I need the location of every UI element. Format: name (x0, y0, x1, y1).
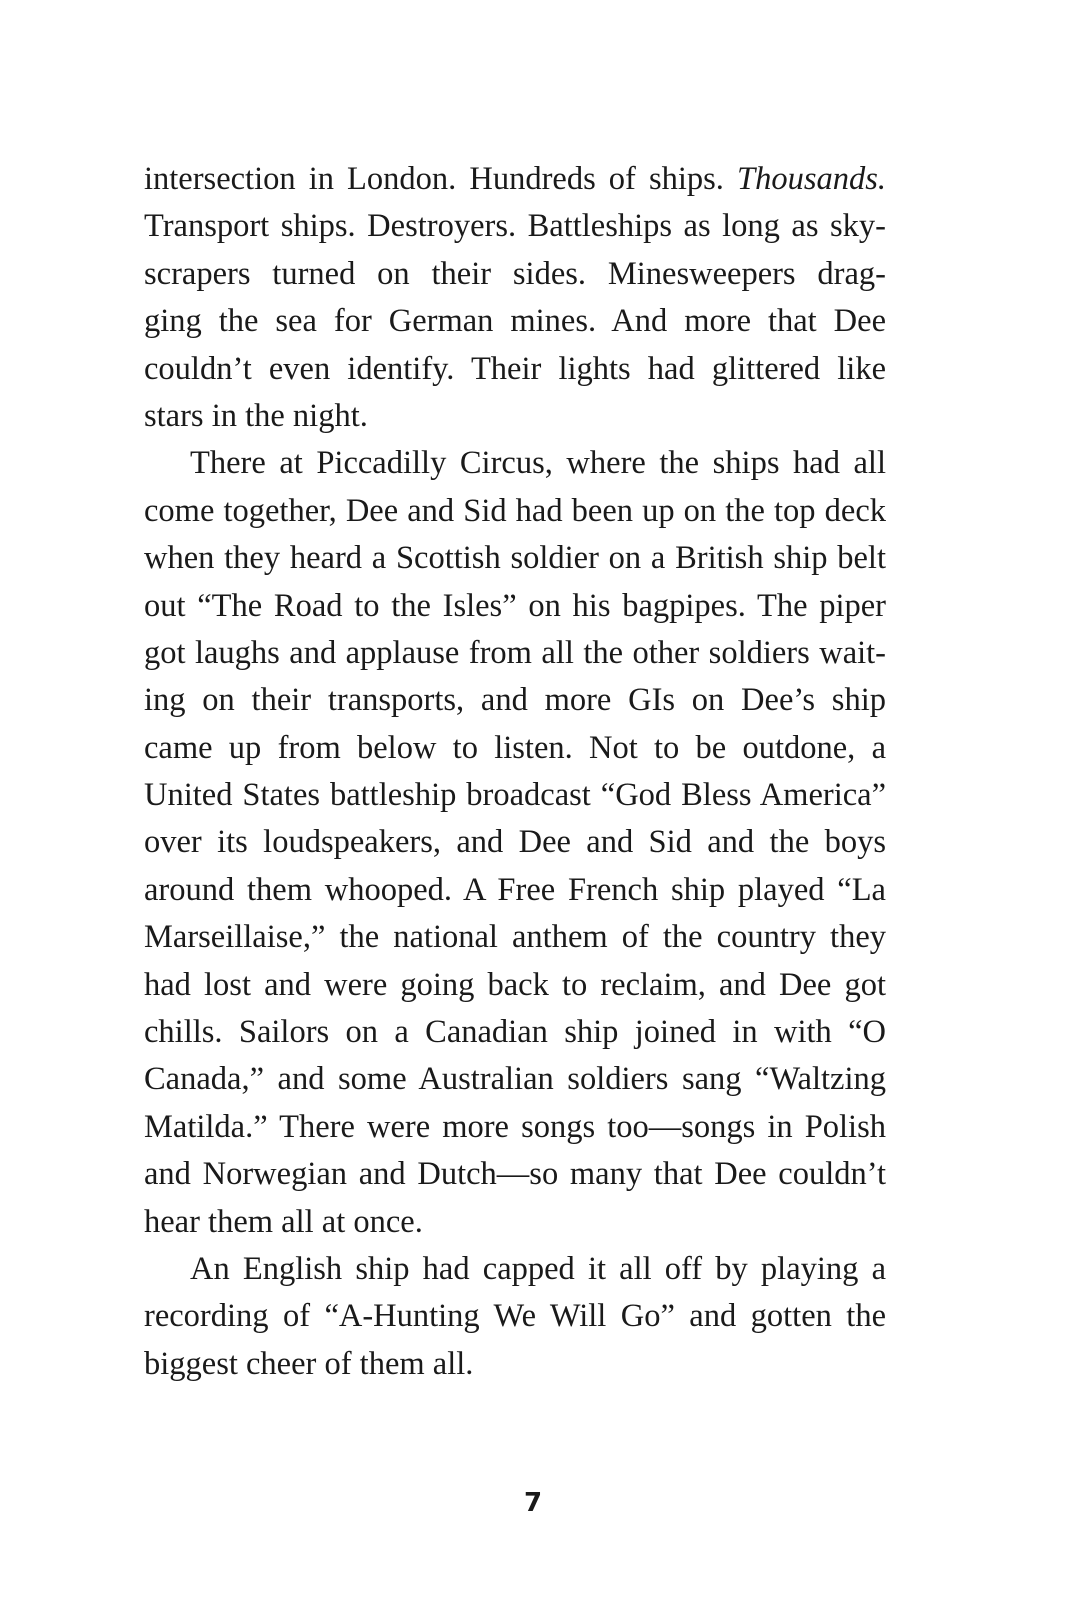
text-line (144, 1293, 886, 1340)
text-run: Transport ships. Destroyers. Battleships as long as sky- (144, 208, 886, 245)
paragraph (144, 1246, 886, 1388)
text-run: recording of “A-Hunting We Will Go” and gotten the (144, 1298, 886, 1335)
text-line (144, 535, 886, 582)
text-line (144, 914, 886, 961)
text-run: Canada,” and some Australian soldiers sang “Waltzing (144, 1061, 886, 1098)
text-line (144, 440, 886, 487)
paragraph (144, 156, 886, 440)
text-line (144, 1009, 886, 1056)
paragraph (144, 440, 886, 1246)
text-line (144, 346, 886, 393)
text-run: An English ship had capped it all off by playing a (190, 1250, 886, 1287)
text-line (144, 1246, 886, 1293)
text-line (144, 1199, 886, 1246)
text-run: There at Piccadilly Circus, where the ships had all (190, 445, 886, 482)
text-run: got laughs and applause from all the other soldiers wait- (144, 634, 886, 671)
text-line (144, 630, 886, 677)
text-run: out “The Road to the Isles” on his bagpipes. The piper (144, 587, 886, 624)
text-line (144, 1151, 886, 1198)
text-run: and Norwegian and Dutch—so many that Dee couldn’t (144, 1156, 886, 1193)
text-line (144, 725, 886, 772)
text-line (144, 583, 886, 630)
text-line (144, 298, 886, 345)
text-line (144, 819, 886, 866)
text-run: had lost and were going back to reclaim, and Dee got (144, 966, 886, 1003)
text-line (144, 1056, 886, 1103)
page-number: 7 (523, 1488, 544, 1518)
text-run: come together, Dee and Sid had been up on the top deck (144, 492, 886, 529)
text-run: around them whooped. A Free French ship played “La (144, 871, 886, 908)
text-line (144, 1341, 886, 1388)
text-run: ing on their transports, and more GIs on Dee’s ship (144, 682, 886, 719)
text-run: couldn’t even identify. Their lights had glittered like (144, 350, 886, 387)
text-run: intersection in London. Hundreds of ships. (144, 161, 737, 197)
text-line (144, 393, 886, 440)
text-line (144, 867, 886, 914)
text-run: Matilda.” There were more songs too—songs in Polish (144, 1108, 886, 1145)
text-run: when they heard a Scottish soldier on a British ship belt (144, 540, 886, 577)
text-run: scrapers turned on their sides. Minesweepers drag- (144, 255, 886, 292)
text-line (144, 251, 886, 298)
text-run: hear them all at once. (144, 1203, 423, 1240)
text-run: came up from below to listen. Not to be outdone, a (144, 729, 886, 766)
text-run: Marseillaise,” the national anthem of the country they (144, 919, 886, 956)
text-line (144, 772, 886, 819)
text-run: chills. Sailors on a Canadian ship joined in with “O (144, 1014, 886, 1051)
italic-text: Thousands. (737, 161, 886, 197)
text-line (144, 677, 886, 724)
text-run: United States battleship broadcast “God Bless America” (144, 777, 886, 814)
text-line (144, 488, 886, 535)
text-line (144, 1104, 886, 1151)
text-line (144, 962, 886, 1009)
text-line (144, 203, 886, 250)
text-run: over its loudspeakers, and Dee and Sid and the boys (144, 824, 886, 861)
body-text (144, 156, 886, 1388)
text-line (144, 156, 886, 203)
text-run: biggest cheer of them all. (144, 1345, 474, 1382)
text-run: ging the sea for German mines. And more that Dee (144, 303, 886, 340)
text-run: stars in the night. (144, 397, 368, 434)
